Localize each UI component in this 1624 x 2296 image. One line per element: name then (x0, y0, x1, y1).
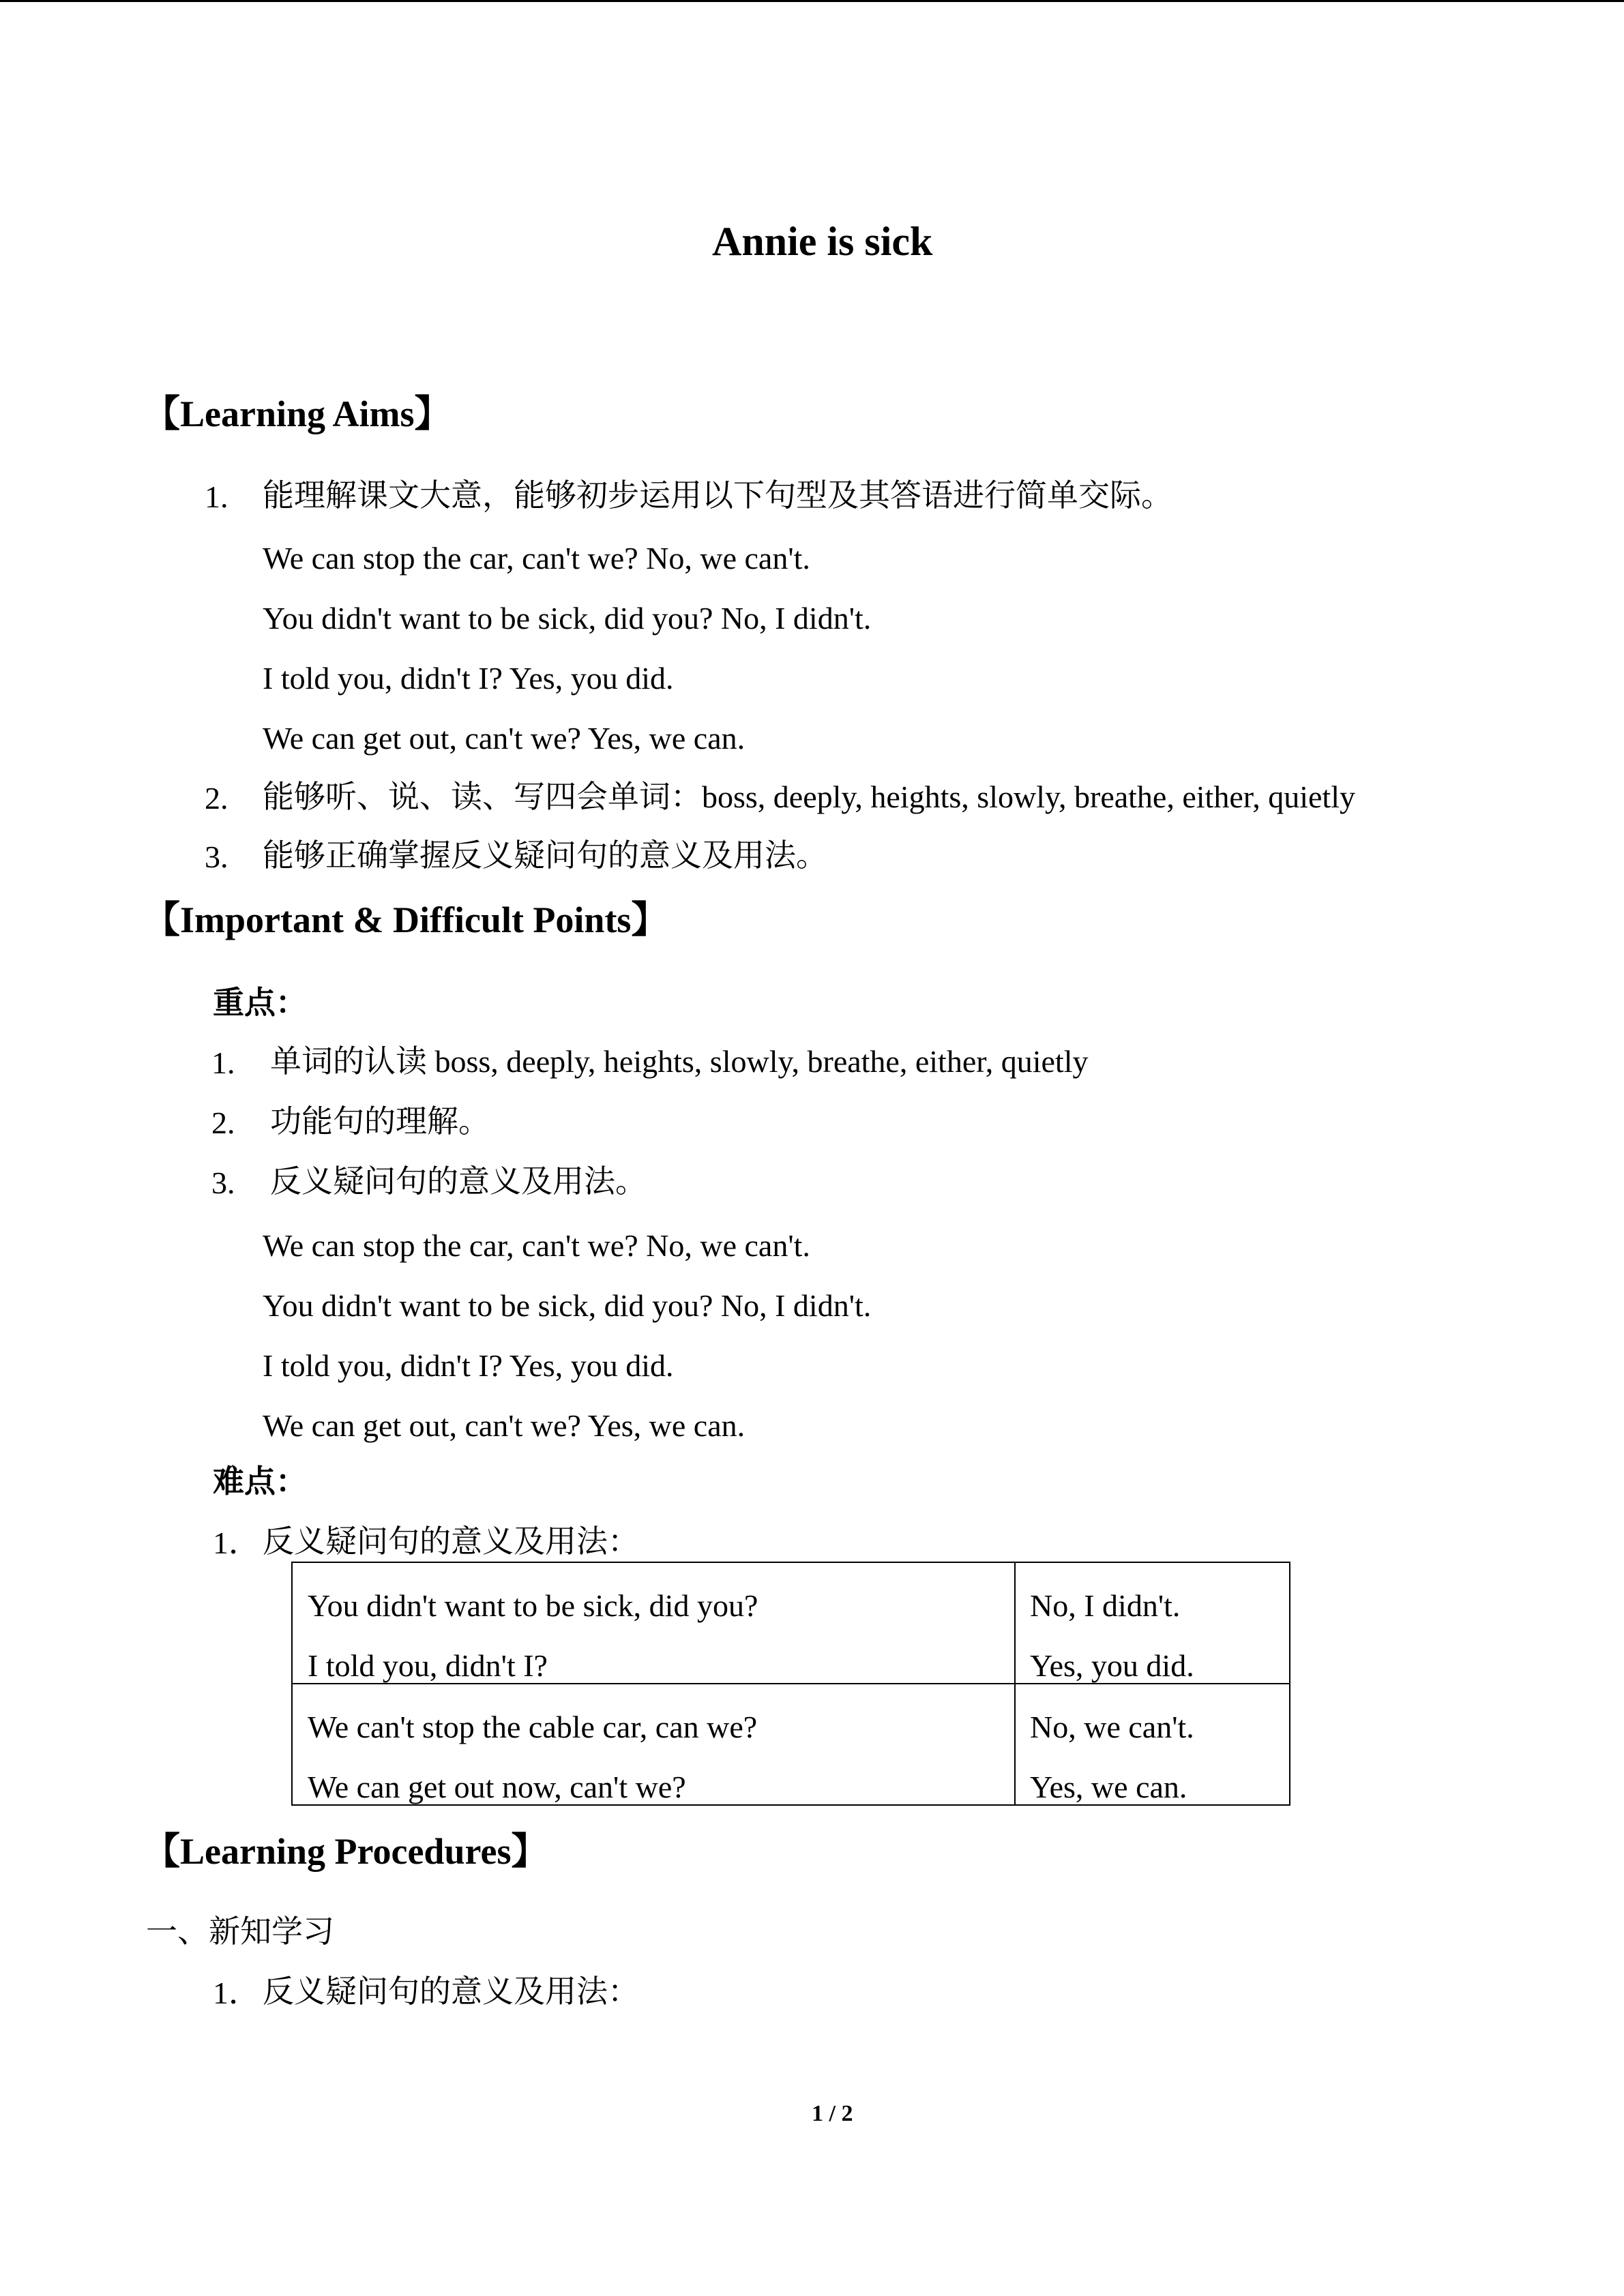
procedures-item-text: 反义疑问句的意义及用法： (263, 1974, 639, 2009)
page-title: Annie is sick (712, 219, 933, 264)
table-row-divider (291, 1683, 1290, 1684)
key-item-1-text: 单词的认读 boss, deeply, heights, slowly, breathe, either, quietly (270, 1044, 1089, 1079)
points-sentence-1: We can stop the car, can't we? No, we can't. (263, 1228, 810, 1263)
important-points-heading: 【Important & Difficult Points】 (143, 899, 668, 940)
points-sentence-3: I told you, didn't I? Yes, you did. (263, 1348, 674, 1383)
table-row-2-answer-2: Yes, we can. (1030, 1770, 1187, 1804)
top-border (0, 0, 1624, 2)
table-row-2-question-1: We can't stop the cable car, can we? (308, 1710, 758, 1744)
difficult-item-number: 1． (213, 1525, 260, 1560)
key-item-2-text: 功能句的理解。 (270, 1104, 490, 1139)
key-item-3-number: 3. (211, 1165, 235, 1200)
aims-sentence-2: You didn't want to be sick, did you? No, I didn't. (263, 601, 872, 636)
difficult-item-text: 反义疑问句的意义及用法： (263, 1524, 639, 1559)
table-row-1-question-2: I told you, didn't I? (308, 1648, 548, 1683)
procedures-part-1: 一、新知学习 (146, 1914, 334, 1949)
table-row-1-answer-2: Yes, you did. (1030, 1648, 1194, 1683)
aims-item-2-number: 2. (205, 781, 228, 816)
aims-sentence-4: We can get out, can't we? Yes, we can. (263, 721, 745, 756)
table-row-1-answer-1: No, I didn't. (1030, 1588, 1181, 1623)
aims-item-1-number: 1. (205, 479, 228, 514)
points-sentence-2: You didn't want to be sick, did you? No, I didn't. (263, 1288, 872, 1323)
aims-sentence-3: I told you, didn't I? Yes, you did. (263, 661, 674, 696)
table-row-2-question-2: We can get out now, can't we? (308, 1770, 686, 1804)
aims-item-3-number: 3. (205, 839, 228, 874)
points-sentence-4: We can get out, can't we? Yes, we can. (263, 1408, 745, 1443)
aims-item-2-text: 能够听、说、读、写四会单词：boss, deeply, heights, slowly, breathe, either, quietly (263, 779, 1355, 814)
procedures-item-number: 1． (213, 1976, 260, 2010)
learning-aims-heading: 【Learning Aims】 (143, 393, 452, 434)
key-item-1-number: 1. (211, 1045, 235, 1080)
table-row-2-answer-1: No, we can't. (1030, 1710, 1194, 1744)
aims-item-3-text: 能够正确掌握反义疑问句的意义及用法。 (263, 838, 827, 873)
table-row-1-question-1: You didn't want to be sick, did you? (308, 1588, 758, 1623)
difficult-points-label: 难点： (213, 1464, 307, 1499)
key-points-label: 重点： (213, 985, 307, 1020)
learning-procedures-heading: 【Learning Procedures】 (143, 1831, 548, 1872)
key-item-2-number: 2. (211, 1105, 235, 1140)
key-item-3-text: 反义疑问句的意义及用法。 (270, 1164, 647, 1199)
aims-sentence-1: We can stop the car, can't we? No, we can't. (263, 541, 810, 576)
aims-item-1-text: 能理解课文大意，能够初步运用以下句型及其答语进行简单交际。 (263, 478, 1172, 513)
page-number: 1 / 2 (812, 2101, 853, 2126)
